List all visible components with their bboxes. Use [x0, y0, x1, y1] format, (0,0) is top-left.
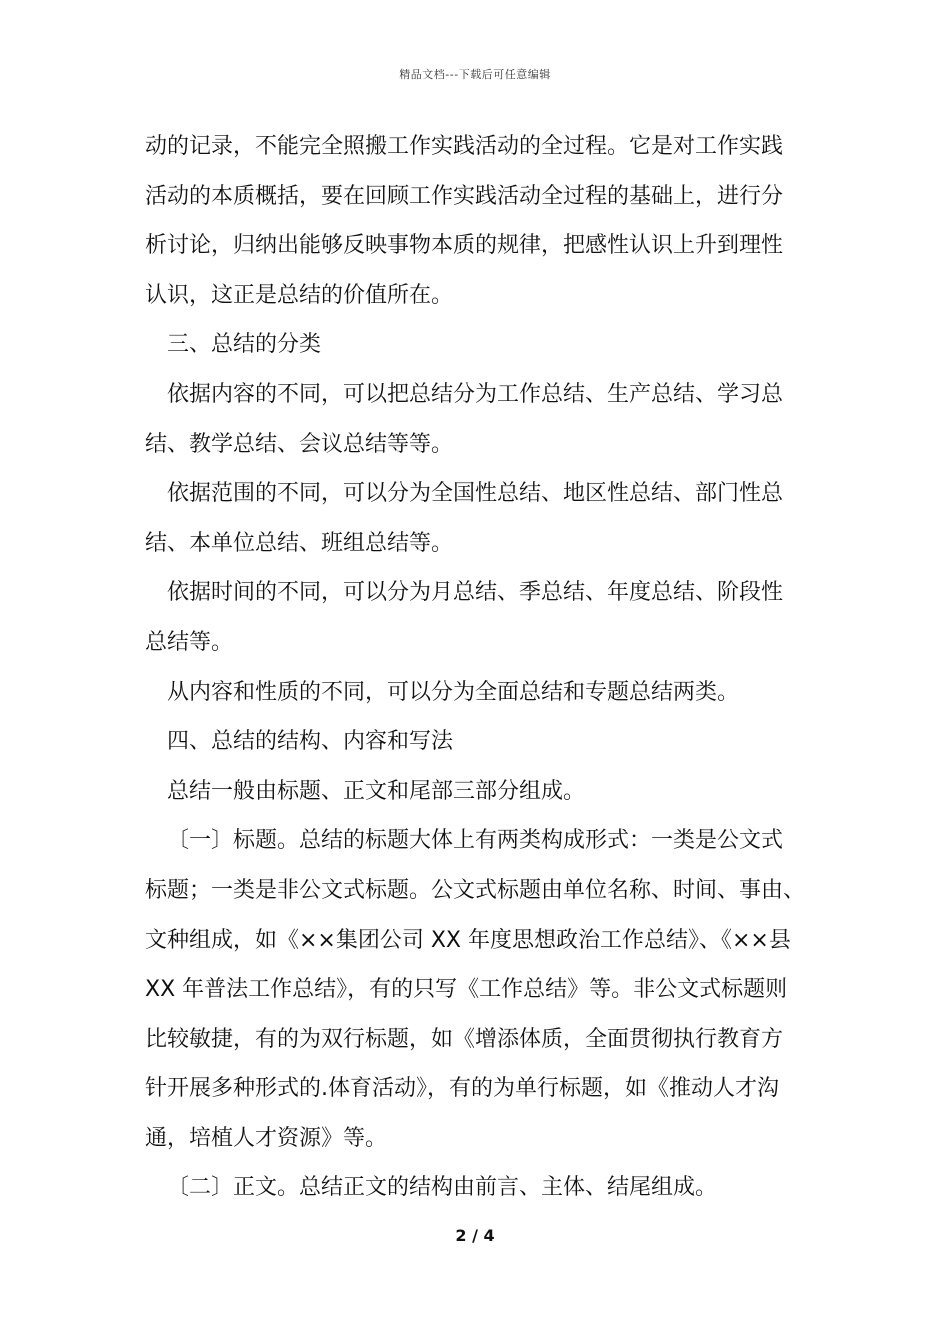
- text-line: 活动的本质概括，要在回顾工作实践活动全过程的基础上，进行分: [145, 183, 784, 209]
- text-line: 动的记录，不能完全照搬工作实践活动的全过程。它是对工作实践: [145, 134, 784, 159]
- text-line: 文种组成，如《××集团公司 XX 年度思想政治工作总结》、《××县: [145, 927, 791, 953]
- text-line: 三、总结的分类: [167, 332, 322, 358]
- text-line: 总结等。: [145, 629, 234, 655]
- text-line: 〔二〕正文。总结正文的结构由前言、主体、结尾组成。: [167, 1175, 718, 1201]
- text-line: 依据时间的不同，可以分为月总结、季总结、年度总结、阶段性: [167, 580, 784, 606]
- text-line: 比较敏捷，有的为双行标题，如《增添体质，全面贯彻执行教育方: [145, 1026, 784, 1052]
- text-line: 〔一〕标题。总结的标题大体上有两类构成形式：一类是公文式: [167, 828, 784, 854]
- text-line: 通，培植人才资源》等。: [145, 1125, 388, 1151]
- text-line: 依据内容的不同，可以把总结分为工作总结、生产总结、学习总: [167, 381, 784, 407]
- text-line: 结、本单位总结、班组总结等。: [145, 530, 454, 556]
- page-number: 2 / 4: [455, 1226, 495, 1245]
- text-line: 结、教学总结、会议总结等等。: [145, 431, 454, 457]
- text-line: 针开展多种形式的.体育活动》，有的为单行标题，如《推动人才沟: [145, 1076, 779, 1102]
- text-line: 从内容和性质的不同，可以分为全面总结和专题总结两类。: [167, 679, 740, 705]
- document-body: [145, 122, 825, 1213]
- text-line: 四、总结的结构、内容和写法: [167, 729, 454, 755]
- text-line: 总结一般由标题、正文和尾部三部分组成。: [167, 778, 586, 804]
- text-line: 标题；一类是非公文式标题。公文式标题由单位名称、时间、事由、: [145, 877, 806, 903]
- text-line: 依据范围的不同，可以分为全国性总结、地区性总结、部门性总: [167, 481, 784, 507]
- page-header: 精品文档---下载后可任意编辑: [399, 68, 551, 81]
- text-line: XX 年普法工作总结》，有的只写《工作总结》等。非公文式标题则: [145, 977, 788, 1003]
- text-line: 析讨论，归纳出能够反映事物本质的规律，把感性认识上升到理性: [145, 233, 784, 259]
- text-line: 认识，这正是总结的价值所在。: [145, 282, 454, 308]
